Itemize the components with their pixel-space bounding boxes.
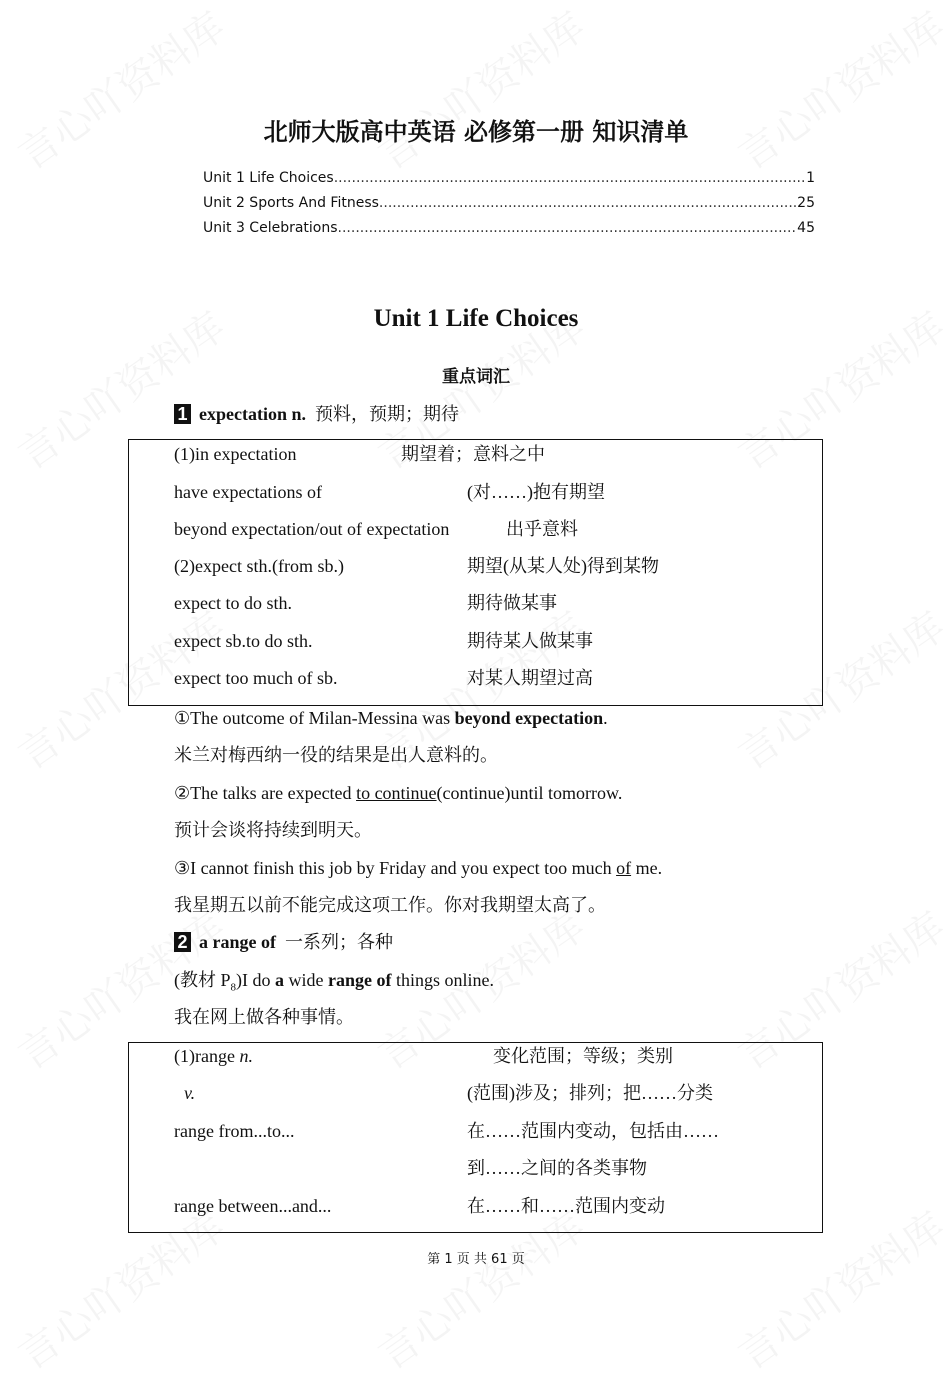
- phrase-zh: (范围)涉及；排列；把……分类: [467, 1083, 713, 1103]
- text: me.: [631, 858, 663, 878]
- toc-entry[interactable]: [203, 219, 815, 237]
- toc-leader: [334, 169, 806, 187]
- toc-leader: [338, 219, 798, 237]
- text: )I do: [236, 970, 276, 990]
- text: (教材 P: [174, 970, 231, 990]
- vocab-item-2-heading: [174, 931, 393, 953]
- phrase-en: range from...to...: [174, 1121, 295, 1141]
- text: ②The talks are expected: [174, 783, 357, 803]
- pos: v.: [184, 1083, 196, 1103]
- toc-leader: [379, 194, 797, 212]
- vocab-meaning: 预料，预期；期待: [315, 404, 459, 424]
- vocab-term: expectation n.: [199, 404, 306, 424]
- toc-entry[interactable]: [203, 169, 815, 187]
- phrase-en: have expectations of: [174, 482, 322, 502]
- phrase-zh: 期望着；意料之中: [401, 444, 545, 464]
- toc-entry[interactable]: [203, 194, 815, 212]
- vocab-item-1-heading: [174, 403, 459, 425]
- phrase-zh: 对某人期望过高: [467, 668, 593, 688]
- example-translation: 预计会谈将持续到明天。: [174, 820, 372, 840]
- vocab-term: a range of: [199, 932, 276, 952]
- example-sentence: [174, 969, 494, 999]
- toc-page: 45: [797, 220, 815, 236]
- phrase-en: [174, 1045, 253, 1067]
- phrase-en: beyond expectation/out of expectation: [174, 519, 450, 539]
- example-translation: 我在网上做各种事情。: [174, 1007, 354, 1027]
- text: (1)range: [174, 1046, 240, 1066]
- toc-label: Unit 1 Life Choices: [203, 170, 334, 186]
- phrase-en: (1)in expectation: [174, 444, 297, 464]
- phrase-zh: 期待某人做某事: [467, 631, 593, 651]
- text: wide: [284, 970, 329, 990]
- vocab-meaning: 一系列；各种: [284, 932, 393, 952]
- section-heading: 重点词汇: [442, 367, 510, 387]
- bold: a: [275, 970, 285, 990]
- bold-phrase: beyond expectation: [454, 708, 604, 728]
- phrase-zh: 在……范围内变动，包括由……: [467, 1121, 719, 1141]
- example-sentence: [174, 857, 662, 879]
- toc-page: 25: [797, 195, 815, 211]
- toc-page: 1: [806, 170, 815, 186]
- answer: to continue: [356, 783, 437, 803]
- pos: n.: [239, 1046, 253, 1066]
- unit-heading: Unit 1 Life Choices: [373, 305, 579, 332]
- phrase-zh: 期待做某事: [467, 593, 557, 613]
- bold: range of: [328, 970, 392, 990]
- text: (continue)until tomorrow.: [436, 783, 623, 803]
- watermark: [365, 0, 594, 181]
- toc-label: Unit 3 Celebrations: [203, 220, 338, 236]
- text: things online.: [391, 970, 494, 990]
- answer: of: [616, 858, 632, 878]
- item-number: 2: [174, 932, 191, 952]
- example-sentence: [174, 707, 608, 729]
- document-title: 北师大版高中英语 必修第一册 知识清单: [263, 118, 689, 146]
- phrase-zh: 出乎意料: [506, 519, 578, 539]
- phrase-zh: 变化范围；等级；类别: [493, 1046, 673, 1066]
- phrase-en: range between...and...: [174, 1196, 332, 1216]
- text: .: [603, 708, 608, 728]
- example-sentence: [174, 782, 622, 804]
- toc-label: Unit 2 Sports And Fitness: [203, 195, 379, 211]
- phrase-en: expect to do sth.: [174, 593, 292, 613]
- phrase-zh: (对……)抱有期望: [467, 482, 605, 502]
- text: ③I cannot finish this job by Friday and you expect too much: [174, 858, 617, 878]
- watermark: [725, 0, 952, 181]
- phrase-zh: 到……之间的各类事物: [467, 1158, 647, 1178]
- subscript: 8: [230, 981, 237, 994]
- phrase-en: expect too much of sb.: [174, 668, 338, 688]
- phrase-en: (2)expect sth.(from sb.): [174, 556, 344, 576]
- phrase-zh: 在……和……范围内变动: [467, 1196, 665, 1216]
- phrase-en: [184, 1082, 195, 1104]
- item-number: 1: [174, 404, 191, 424]
- phrase-zh: 期望(从某人处)得到某物: [467, 556, 659, 576]
- phrase-en: expect sb.to do sth.: [174, 631, 313, 651]
- example-translation: 米兰对梅西纳一役的结果是出人意料的。: [174, 745, 498, 765]
- page-footer: 第 1 页 共 61 页: [427, 1252, 525, 1267]
- watermark: [5, 0, 234, 181]
- text: ①The outcome of Milan-Messina was: [174, 708, 455, 728]
- example-translation: 我星期五以前不能完成这项工作。你对我期望太高了。: [174, 895, 606, 915]
